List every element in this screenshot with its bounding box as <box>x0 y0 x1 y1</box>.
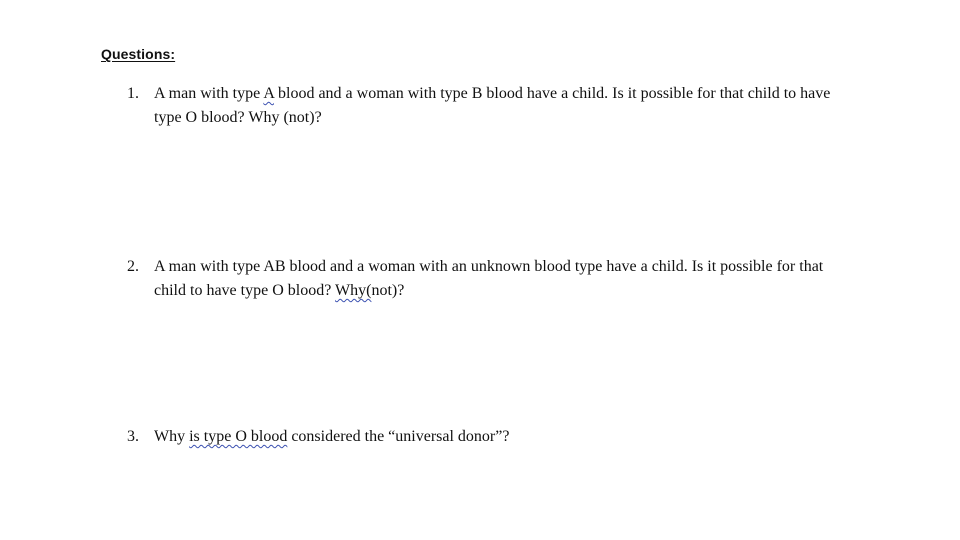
question-text-part: A man with type AB blood and a woman with an unknown blood type have a child. Is it possible for that child to have type O blood? <box>154 258 824 299</box>
question-text-part: A man with type <box>154 85 264 102</box>
question-text <box>154 82 857 130</box>
question-number: 1. <box>127 85 139 102</box>
question-text-part: blood and a woman with type B blood have a child. Is it possible for that child to have type O blood? Why (not)? <box>154 85 831 126</box>
question-text <box>154 255 857 303</box>
spellcheck-flagged-word[interactable]: Why( <box>335 282 372 299</box>
spellcheck-flagged-word[interactable]: A <box>263 85 274 102</box>
question-number: 3. <box>127 428 139 445</box>
questions-heading: Questions: <box>101 46 176 62</box>
question-number: 2. <box>127 258 139 275</box>
question-2 <box>127 255 857 303</box>
question-3 <box>127 425 857 449</box>
question-1 <box>127 82 857 130</box>
question-text <box>154 425 857 449</box>
question-text-part: Why <box>154 428 190 445</box>
spellcheck-flagged-phrase[interactable]: is type O blood <box>189 428 288 445</box>
question-text-part: considered the “universal donor”? <box>287 428 510 445</box>
question-text-part: not)? <box>371 282 405 299</box>
